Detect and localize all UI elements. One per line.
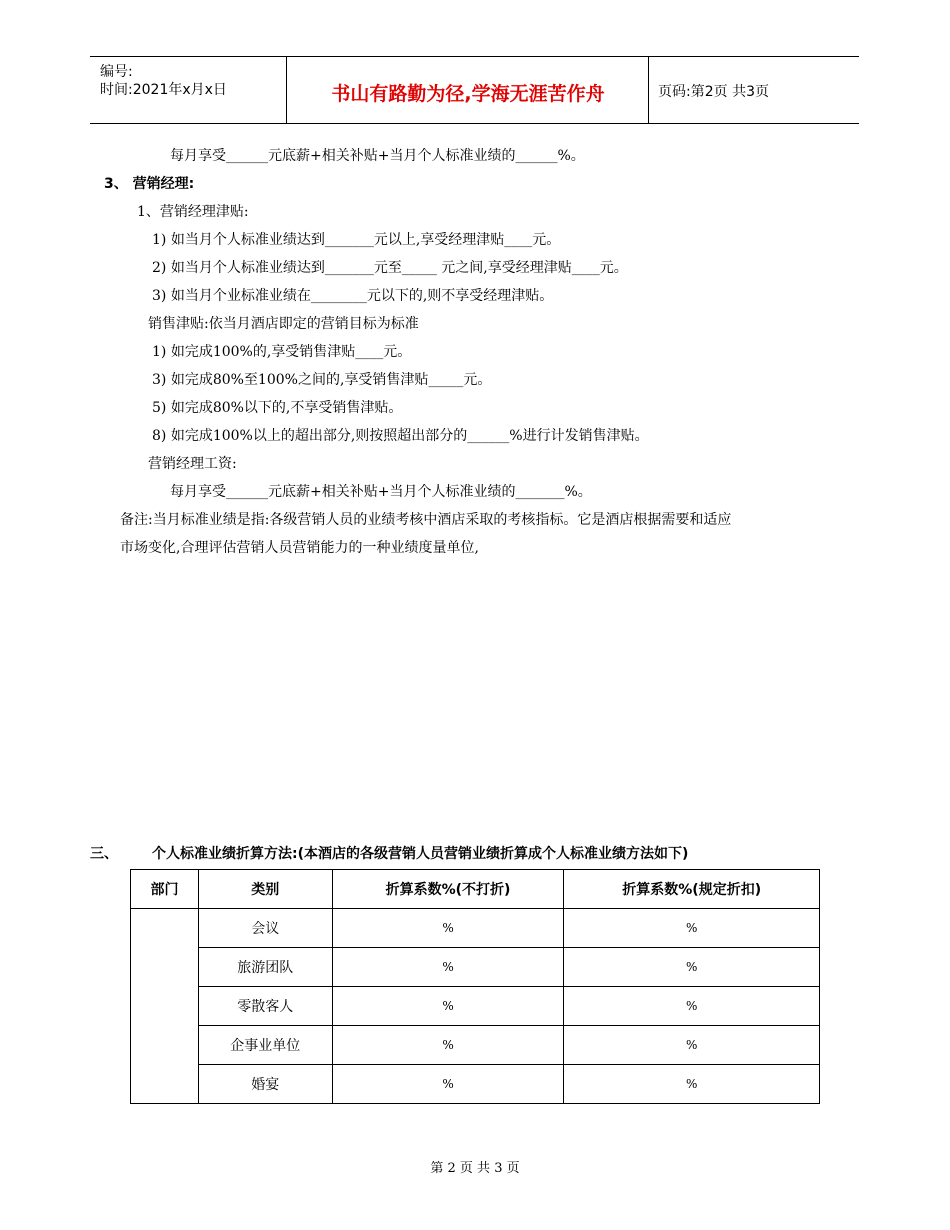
- header-page-info: 页码:第2页 共3页: [658, 84, 769, 100]
- category-cell: 会议: [198, 909, 332, 948]
- table-header-row: [131, 870, 820, 909]
- table-row: [131, 909, 820, 948]
- section3-title: 3、 营销经理:: [104, 176, 195, 192]
- manager-salary-title: 营销经理工资:: [148, 456, 237, 472]
- rate-cell: %: [564, 1026, 820, 1065]
- department-cell: [131, 909, 199, 1104]
- table-row: [131, 948, 820, 987]
- doc-number-label: 编号:: [100, 64, 133, 80]
- rate-cell: %: [564, 948, 820, 987]
- header-department: 部门: [131, 870, 199, 909]
- manager-allowance-item: 3) 如当月个业标准业绩在________元以下的,则不享受经理津贴。: [152, 288, 554, 304]
- manager-allowance-item: 2) 如当月个人标准业绩达到_______元至_____ 元之间,享受经理津贴____元。: [152, 260, 628, 276]
- manager-allowance-item: 1) 如当月个人标准业绩达到_______元以上,享受经理津贴____元。: [152, 232, 561, 248]
- header-rate-discount: 折算系数%(规定折扣): [564, 870, 820, 909]
- doc-time-label: 时间:2021年x月x日: [100, 82, 227, 98]
- header-category: 类别: [198, 870, 332, 909]
- note-line: 备注:当月标准业绩是指:各级营销人员的业绩考核中酒店采取的考核指标。它是酒店根据需要和适应: [120, 512, 732, 528]
- rate-cell: %: [564, 1065, 820, 1104]
- section-number: 三、: [90, 846, 118, 862]
- manager-salary-line: 每月享受______元底薪+相关补贴+当月个人标准业绩的_______%。: [170, 484, 592, 500]
- salary-line-prev: 每月享受______元底薪+相关补贴+当月个人标准业绩的______%。: [170, 148, 585, 164]
- table-row: [131, 1065, 820, 1104]
- sales-allowance-item: 1) 如完成100%的,享受销售津贴____元。: [152, 344, 412, 360]
- category-cell: 旅游团队: [198, 948, 332, 987]
- rate-cell: %: [332, 909, 564, 948]
- manager-allowance-title: 1、营销经理津贴:: [137, 204, 249, 220]
- sales-allowance-item: 3) 如完成80%至100%之间的,享受销售津贴_____元。: [152, 372, 492, 388]
- category-cell: 婚宴: [198, 1065, 332, 1104]
- table-row: [131, 987, 820, 1026]
- sales-allowance-item: 5) 如完成80%以下的,不享受销售津贴。: [152, 400, 403, 416]
- rate-cell: %: [564, 909, 820, 948]
- rate-cell: %: [332, 987, 564, 1026]
- rate-cell: %: [332, 948, 564, 987]
- sales-allowance-item: 8) 如完成100%以上的超出部分,则按照超出部分的______%进行计发销售津贴。: [152, 428, 649, 444]
- table-row: [131, 1026, 820, 1065]
- page-footer: 第 2 页 共 3 页: [430, 1161, 520, 1176]
- page-header: [90, 56, 859, 124]
- conversion-table: [130, 869, 820, 1104]
- section-title: 个人标准业绩折算方法:(本酒店的各级营销人员营销业绩折算成个人标准业绩方法如下): [152, 846, 689, 862]
- header-motto: 书山有路勤为径,学海无涯苦作舟: [331, 83, 605, 105]
- rate-cell: %: [332, 1026, 564, 1065]
- rate-cell: %: [564, 987, 820, 1026]
- sales-allowance-title: 销售津贴:依当月酒店即定的营销目标为标准: [148, 316, 419, 332]
- rate-cell: %: [332, 1065, 564, 1104]
- category-cell: 企事业单位: [198, 1026, 332, 1065]
- category-cell: 零散客人: [198, 987, 332, 1026]
- header-rate-no-discount: 折算系数%(不打折): [332, 870, 564, 909]
- note-line: 市场变化,合理评估营销人员营销能力的一种业绩度量单位,: [120, 540, 479, 556]
